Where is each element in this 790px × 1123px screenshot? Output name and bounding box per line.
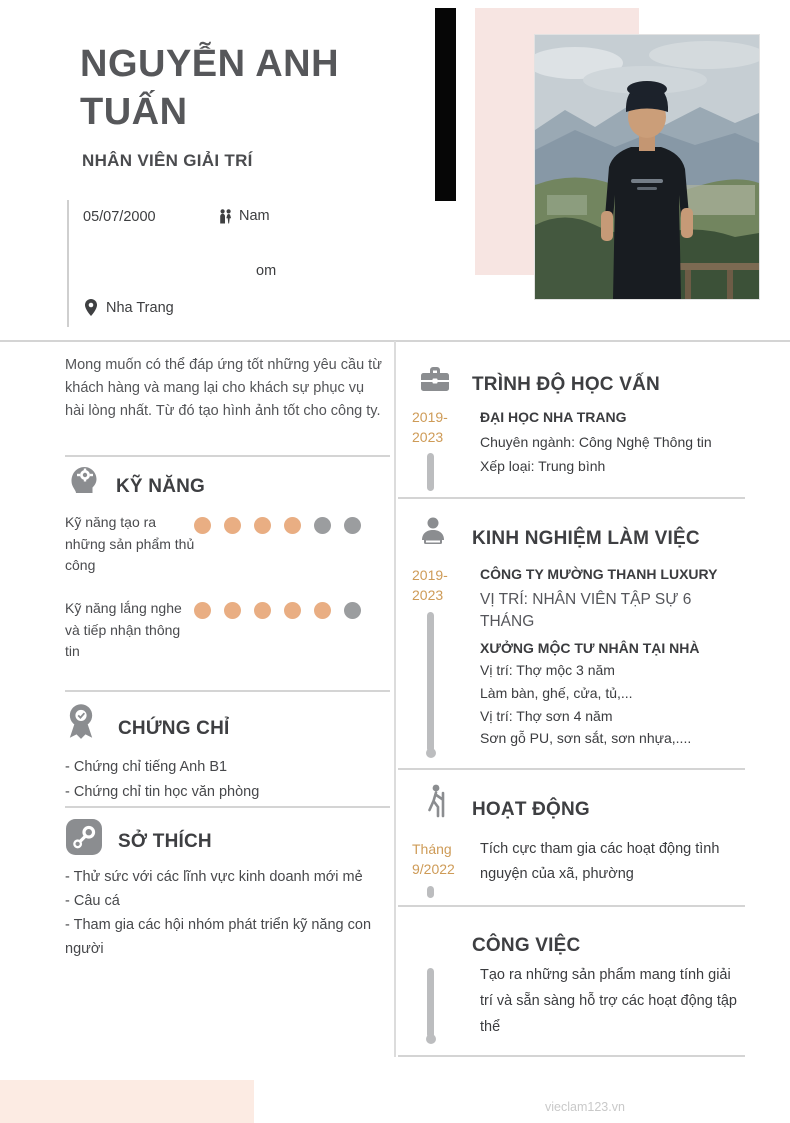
education-line: ĐẠI HỌC NHA TRANG	[480, 409, 627, 425]
activities-period	[412, 839, 464, 880]
info-divider-line	[67, 200, 69, 327]
skills-heading: KỸ NĂNG	[116, 476, 206, 497]
black-accent-bar	[435, 8, 456, 201]
skill-dot-empty	[344, 517, 361, 534]
hobby-item: - Câu cá	[65, 892, 120, 909]
experience-line: Sơn gỗ PU, sơn sắt, sơn nhựa,....	[480, 730, 692, 747]
period-line: 2023	[412, 587, 444, 604]
activities-timeline-bar	[427, 886, 434, 898]
objective-text: Mong muốn có thể đáp ứng tốt những yêu cầu từ khách hàng và mang lại cho khách sự phục vụ hài lòng nhất. Từ đó tạo hình ảnh tốt cho công ty.	[65, 357, 382, 420]
location-value: Nha Trang	[106, 299, 174, 316]
period-line: 2019-	[412, 567, 448, 583]
period-line: Tháng	[412, 841, 452, 857]
hobby-item: - Tham gia các hội nhóm phát triển kỹ năng con người	[65, 916, 372, 957]
section-divider	[398, 905, 745, 907]
skill-dot-filled	[224, 517, 241, 534]
location-row	[84, 299, 174, 316]
period-line: 2023	[412, 429, 444, 446]
hobbies-list	[65, 866, 387, 962]
skill-dot-filled	[194, 517, 211, 534]
experience-details	[480, 563, 744, 750]
experience-line: Làm bàn, ghế, cửa, tủ,...	[480, 684, 633, 701]
experience-line: CÔNG TY MƯỜNG THANH LUXURY	[480, 566, 718, 582]
skill-label: Kỹ năng tạo ra những sản phẩm thủ công	[65, 514, 195, 574]
watermark: vieclam123.vn	[545, 1100, 625, 1114]
skill-dot-filled	[314, 602, 331, 619]
skill-dot-filled	[194, 602, 211, 619]
education-line: Chuyên ngành: Công Nghệ Thông tin	[480, 433, 712, 450]
activities-text: Tích cực tham gia các hoạt động tình nguyện của xã, phường	[480, 841, 720, 882]
work-timeline-bar	[427, 968, 434, 1038]
education-period	[412, 407, 464, 448]
experience-icon	[416, 516, 450, 546]
skill-dot-filled	[254, 602, 271, 619]
section-divider	[398, 497, 745, 499]
period-line: 2019-	[412, 409, 448, 425]
education-heading: TRÌNH ĐỘ HỌC VẤN	[472, 374, 660, 395]
certificate-item: - Chứng chỉ tin học văn phòng	[65, 783, 260, 800]
certificate-item: - Chứng chỉ tiếng Anh B1	[65, 759, 228, 775]
gender-row	[219, 208, 270, 224]
skills-icon	[66, 461, 102, 497]
column-divider	[394, 341, 396, 1057]
section-divider	[398, 1055, 745, 1057]
skill-dot-filled	[284, 602, 301, 619]
skill-label: Kỹ năng lắng nghe và tiếp nhận thông tin	[65, 600, 182, 660]
education-line: Xếp loại: Trung bình	[480, 458, 606, 474]
location-icon	[84, 299, 98, 316]
skill-rating	[194, 517, 361, 534]
experience-line: Vị trí: Thợ mộc 3 năm	[480, 662, 615, 679]
certificates-heading: CHỨNG CHỈ	[118, 718, 230, 739]
skill-rating	[194, 602, 361, 619]
experience-timeline-bar	[427, 612, 434, 752]
education-timeline-bar	[427, 453, 434, 491]
profile-photo	[535, 35, 759, 299]
gender-value: Nam	[239, 208, 270, 224]
footer-pink-block	[0, 1080, 254, 1123]
gender-icon	[219, 209, 232, 224]
skill-dot-empty	[314, 517, 331, 534]
experience-heading: KINH NGHIỆM LÀM VIỆC	[472, 528, 700, 549]
education-details	[480, 405, 744, 479]
section-divider	[65, 455, 390, 457]
section-divider	[65, 690, 390, 692]
experience-period	[412, 565, 464, 606]
experience-line: VỊ TRÍ: NHÂN VIÊN TẬP SỰ 6 THÁNG	[480, 590, 692, 631]
email-fragment: om	[256, 263, 277, 279]
skill-dot-empty	[344, 602, 361, 619]
certificate-icon	[63, 702, 99, 740]
experience-line: Vị trí: Thợ sơn 4 năm	[480, 707, 613, 724]
work-heading: CÔNG VIỆC	[472, 935, 581, 956]
candidate-name: NGUYỄN ANH TUẤN	[80, 43, 340, 134]
skill-dot-filled	[224, 602, 241, 619]
period-line: 9/2022	[412, 861, 455, 878]
dob-value: 05/07/2000	[83, 209, 156, 225]
work-text: Tạo ra những sản phẩm mang tính giải trí và sẵn sàng hỗ trợ các hoạt động tập thể	[480, 967, 737, 1036]
hobbies-heading: SỞ THÍCH	[118, 831, 212, 852]
experience-line: XƯỞNG MỘC TƯ NHÂN TẠI NHÀ	[480, 639, 700, 656]
skill-dot-filled	[284, 517, 301, 534]
activities-icon	[422, 784, 448, 818]
skill-dot-filled	[254, 517, 271, 534]
section-divider	[398, 768, 745, 770]
activities-heading: HOẠT ĐỘNG	[472, 799, 590, 820]
section-divider	[65, 806, 390, 808]
certificates-list	[65, 755, 385, 804]
photo-illustration	[535, 35, 759, 299]
job-title: NHÂN VIÊN GIẢI TRÍ	[82, 151, 253, 170]
education-icon	[419, 364, 451, 394]
hobbies-icon	[66, 819, 102, 855]
hobby-item: - Thử sức với các lĩnh vực kinh doanh mới mẻ	[65, 869, 363, 885]
